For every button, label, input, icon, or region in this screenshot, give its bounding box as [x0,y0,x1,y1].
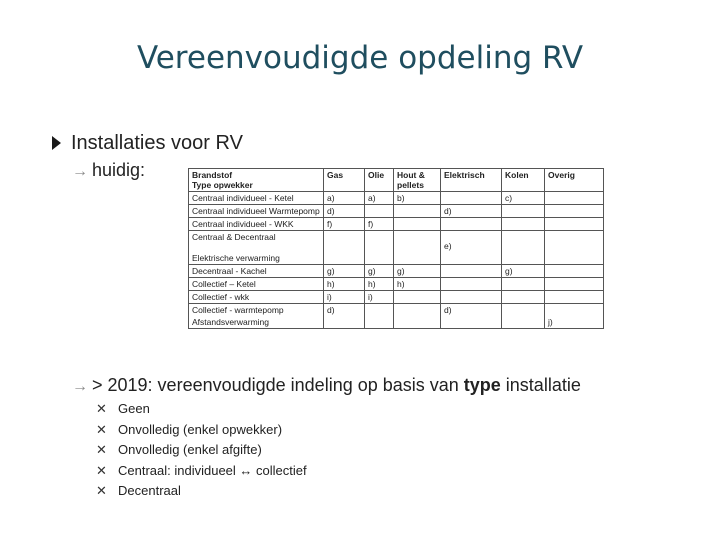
cell-olie [365,316,394,329]
cell-hout [394,291,441,304]
type-list [96,401,307,504]
arrow-bullet-icon: → [72,378,88,395]
header-kolen: Kolen [502,169,545,192]
sub-bullet-current [72,160,145,181]
cell-gas [324,252,365,265]
row-label: Centraal individueel - WKK [189,218,324,231]
main-bullet [52,132,243,155]
cell-kolen [502,316,545,329]
cell-gas: d) [324,205,365,218]
list-item [96,463,307,484]
cell-olie: i) [365,291,394,304]
table-row [189,192,604,205]
header-fuel: Brandstof Type opwekker [189,169,324,192]
list-item-text: Centraal: individueel ↔ collectief [118,462,307,478]
cell-kolen [502,205,545,218]
cell-elektrisch [441,278,502,291]
cell-overig [545,291,604,304]
cell-hout [394,252,441,265]
cell-gas [324,231,365,253]
cell-gas: d) [324,304,365,317]
row-label: Elektrische verwarming [189,252,324,265]
cell-overig [545,231,604,253]
cell-elektrisch [441,316,502,329]
cell-elektrisch [441,265,502,278]
cross-bullet-icon: ✕ [96,421,107,437]
cell-kolen [502,218,545,231]
cell-olie: a) [365,192,394,205]
slide-title: Vereenvoudigde opdeling RV [136,40,584,76]
row-label: Centraal individueel Warmtepomp [189,205,324,218]
list-item-text: Decentraal [118,483,181,498]
list-item [96,422,307,443]
cell-gas: f) [324,218,365,231]
sub-bullet-2019-prefix: > 2019: vereenvoudigde indeling op basis van [92,375,464,395]
cell-hout [394,304,441,317]
table-row [189,291,604,304]
triangle-bullet-icon [52,136,61,150]
row-label: Centraal individueel - Ketel [189,192,324,205]
header-elektrisch: Elektrisch [441,169,502,192]
cell-kolen [502,252,545,265]
row-label: Collectief – Ketel [189,278,324,291]
table-row [189,304,604,317]
table-row [189,231,604,253]
cell-olie [365,252,394,265]
cell-kolen [502,304,545,317]
cell-elektrisch [441,252,502,265]
cross-bullet-icon: ✕ [96,401,107,416]
cell-overig [545,252,604,265]
sub-bullet-2019-bold: type [463,375,501,395]
cell-kolen: g) [502,265,545,278]
cell-elektrisch [441,192,502,205]
cell-kolen [502,231,545,253]
row-label: Centraal & Decentraal [189,231,324,253]
header-hout: Hout & pellets [394,169,441,192]
cell-elektrisch [441,218,502,231]
cell-olie: f) [365,218,394,231]
cell-gas: g) [324,265,365,278]
table-row [189,218,604,231]
sub-bullet-2019 [72,375,581,396]
cell-olie: h) [365,278,394,291]
cross-bullet-icon: ✕ [96,442,107,457]
cell-elektrisch: d) [441,304,502,317]
cell-olie: g) [365,265,394,278]
cell-overig: j) [545,316,604,329]
table-row [189,278,604,291]
table-row [189,252,604,265]
table-row [189,205,604,218]
cell-hout [394,231,441,253]
list-item [96,442,307,463]
cell-olie [365,304,394,317]
header-overig: Overig [545,169,604,192]
cell-olie [365,231,394,253]
cell-gas: i) [324,291,365,304]
cell-hout [394,205,441,218]
sub-bullet-current-text: huidig: [92,160,146,180]
list-item-text: Geen [118,401,150,416]
cell-elektrisch [441,291,502,304]
cell-hout: g) [394,265,441,278]
cell-overig [545,218,604,231]
row-label: Afstandsverwarming [189,316,324,329]
cell-kolen [502,278,545,291]
list-item-text: Onvolledig (enkel opwekker) [118,421,283,437]
table-header-row [189,169,604,192]
row-label: Decentraal - Kachel [189,265,324,278]
cell-gas: h) [324,278,365,291]
cross-bullet-icon: ✕ [96,483,107,498]
cell-hout: h) [394,278,441,291]
arrow-bullet-icon: → [72,163,88,180]
cell-kolen: c) [502,192,545,205]
list-item [96,401,307,422]
sub-bullet-2019-suffix: installatie [500,375,581,395]
list-item-text: Onvolledig (enkel afgifte) [118,442,262,457]
header-generator-type: Type opwekker [192,180,253,190]
cell-gas [324,316,365,329]
cell-olie [365,205,394,218]
table-row [189,265,604,278]
cell-elektrisch: d) [441,205,502,218]
cell-hout: b) [394,192,441,205]
cell-kolen [502,291,545,304]
cell-overig [545,205,604,218]
cell-overig [545,304,604,317]
list-item [96,483,307,504]
row-label: Collectief - wkk [189,291,324,304]
cell-elektrisch: e) [441,231,502,253]
cell-overig [545,192,604,205]
header-gas: Gas [324,169,365,192]
cell-gas: a) [324,192,365,205]
main-bullet-text: Installaties voor RV [71,132,243,154]
classification-table [188,168,604,329]
cell-hout [394,316,441,329]
cell-overig [545,278,604,291]
cross-bullet-icon: ✕ [96,462,107,478]
row-label: Collectief - warmtepomp [189,304,324,317]
header-olie: Olie [365,169,394,192]
cell-hout [394,218,441,231]
cell-overig [545,265,604,278]
table-row [189,316,604,329]
